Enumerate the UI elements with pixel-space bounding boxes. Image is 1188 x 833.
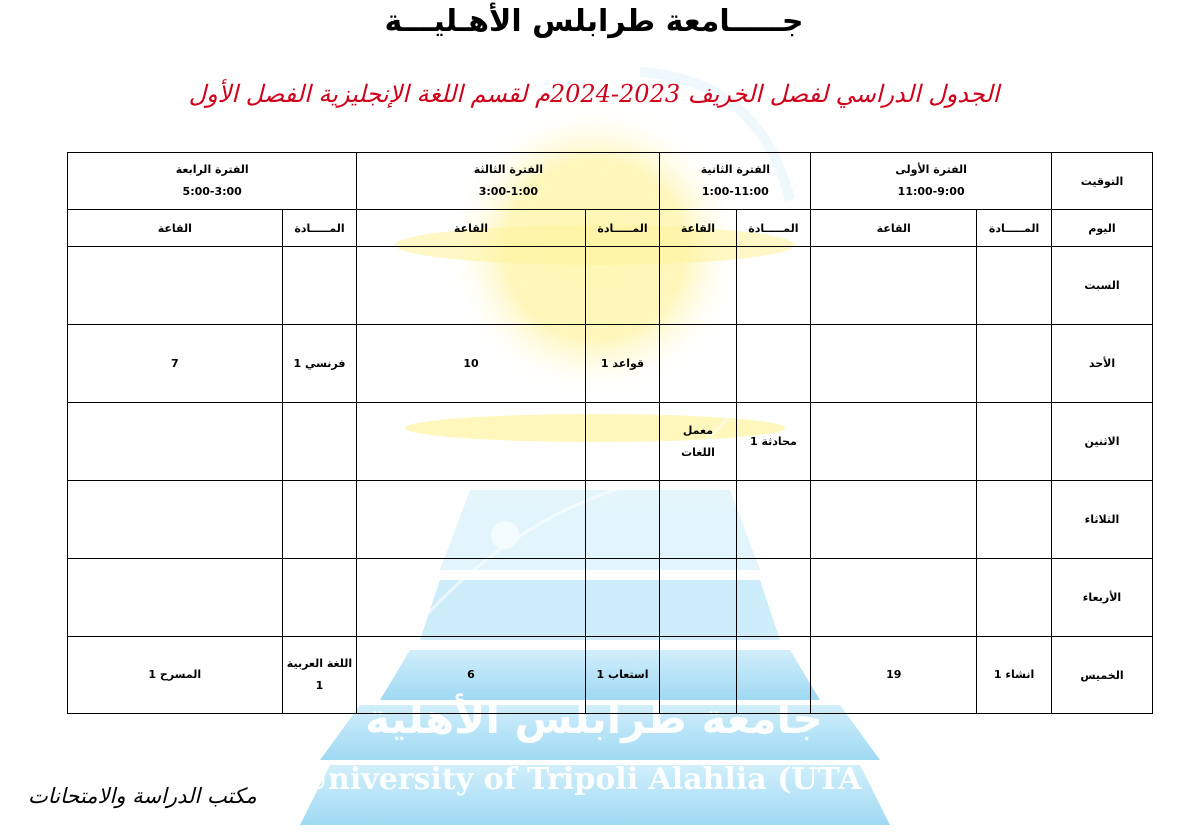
schedule-cell (585, 247, 660, 325)
schedule-cell (68, 481, 283, 559)
schedule-cell (68, 403, 283, 481)
table-row (68, 481, 1153, 559)
day-name: الخميس (1052, 637, 1153, 714)
table-row (68, 403, 1153, 481)
schedule-cell (585, 403, 660, 481)
subject-header: المـــــادة (736, 210, 811, 247)
subject-header: المـــــادة (585, 210, 660, 247)
schedule-subtitle: الجدول الدراسي لفصل الخريف 2023-2024م لقسم اللغة الإنجليزية الفصل الأول (188, 80, 1000, 108)
watermark-english-name: University of Tripoli Alahlia (UTA ) (301, 762, 887, 797)
schedule-cell (977, 403, 1052, 481)
schedule-cell (977, 247, 1052, 325)
schedule-cell (977, 325, 1052, 403)
period-3-name: الفترة الثالثة (473, 163, 544, 176)
university-title: جـــــامعة طرابلس الأهـليـــة (384, 4, 804, 39)
period-4-name: الفترة الرابعة (175, 163, 249, 176)
period-header-row (68, 153, 1153, 210)
schedule-cell: انشاء 1 (977, 637, 1052, 714)
subject-header: المـــــادة (977, 210, 1052, 247)
schedule-cell (585, 481, 660, 559)
schedule-cell: قواعد 1 (585, 325, 660, 403)
period-4-time: 5:00-3:00 (182, 185, 242, 198)
watermark-arabic-name: جامعة طرابلس الأهلية (365, 694, 823, 743)
period-1-name: الفترة الأولى (895, 163, 967, 176)
schedule-cell (68, 559, 283, 637)
schedule-cell (282, 481, 357, 559)
day-name: الاثنين (1052, 403, 1153, 481)
schedule-cell (811, 247, 977, 325)
schedule-cell (736, 481, 811, 559)
schedule-cell (811, 325, 977, 403)
period-2-name: الفترة الثانية (700, 163, 771, 176)
schedule-cell (357, 403, 585, 481)
column-header-row (68, 210, 1153, 247)
schedule-table (67, 152, 1153, 714)
schedule-cell: اللغة العربية 1 (282, 637, 357, 714)
day-name: الأحد (1052, 325, 1153, 403)
room-header: القاعة (357, 210, 585, 247)
schedule-cell (660, 637, 736, 714)
schedule-cell (282, 559, 357, 637)
schedule-cell (811, 481, 977, 559)
day-name: الثلاثاء (1052, 481, 1153, 559)
schedule-cell (357, 247, 585, 325)
schedule-cell (977, 481, 1052, 559)
schedule-cell: فرنسي 1 (282, 325, 357, 403)
schedule-cell (736, 325, 811, 403)
period-2-time: 1:00-11:00 (701, 185, 769, 198)
period-2-header (660, 153, 811, 210)
room-header: القاعة (660, 210, 736, 247)
schedule-cell: 19 (811, 637, 977, 714)
room-header: القاعة (68, 210, 283, 247)
schedule-cell (811, 559, 977, 637)
table-row (68, 247, 1153, 325)
table-row (68, 559, 1153, 637)
schedule-cell (660, 247, 736, 325)
schedule-cell: محادثة 1 (736, 403, 811, 481)
schedule-cell (357, 481, 585, 559)
period-3-time: 3:00-1:00 (478, 185, 539, 198)
schedule-cell (68, 247, 283, 325)
period-3-header (357, 153, 660, 210)
day-name: الأربعاء (1052, 559, 1153, 637)
schedule-cell (585, 559, 660, 637)
subject-header: المـــــادة (282, 210, 357, 247)
schedule-cell (736, 559, 811, 637)
period-1-header (811, 153, 1052, 210)
schedule-cell (282, 247, 357, 325)
day-header: اليوم (1052, 210, 1153, 247)
schedule-cell: المسرح 1 (68, 637, 283, 714)
schedule-cell (660, 481, 736, 559)
room-header: القاعة (811, 210, 977, 247)
table-row (68, 325, 1153, 403)
schedule-cell (357, 559, 585, 637)
table-row (68, 637, 1153, 714)
schedule-cell (736, 247, 811, 325)
schedule-cell: معمل اللغات (660, 403, 736, 481)
time-header: التوقيت (1052, 153, 1153, 210)
schedule-cell (736, 637, 811, 714)
schedule-cell (977, 559, 1052, 637)
schedule-cell: 7 (68, 325, 283, 403)
period-1-time: 11:00-9:00 (897, 185, 965, 198)
schedule-cell: 6 (357, 637, 585, 714)
schedule-cell (660, 325, 736, 403)
office-signature: مكتب الدراسة والامتحانات (28, 784, 257, 808)
schedule-cell: 10 (357, 325, 585, 403)
schedule-cell (660, 559, 736, 637)
schedule-cell (811, 403, 977, 481)
schedule-cell (282, 403, 357, 481)
day-name: السبت (1052, 247, 1153, 325)
schedule-cell: استعاب 1 (585, 637, 660, 714)
period-4-header (68, 153, 357, 210)
